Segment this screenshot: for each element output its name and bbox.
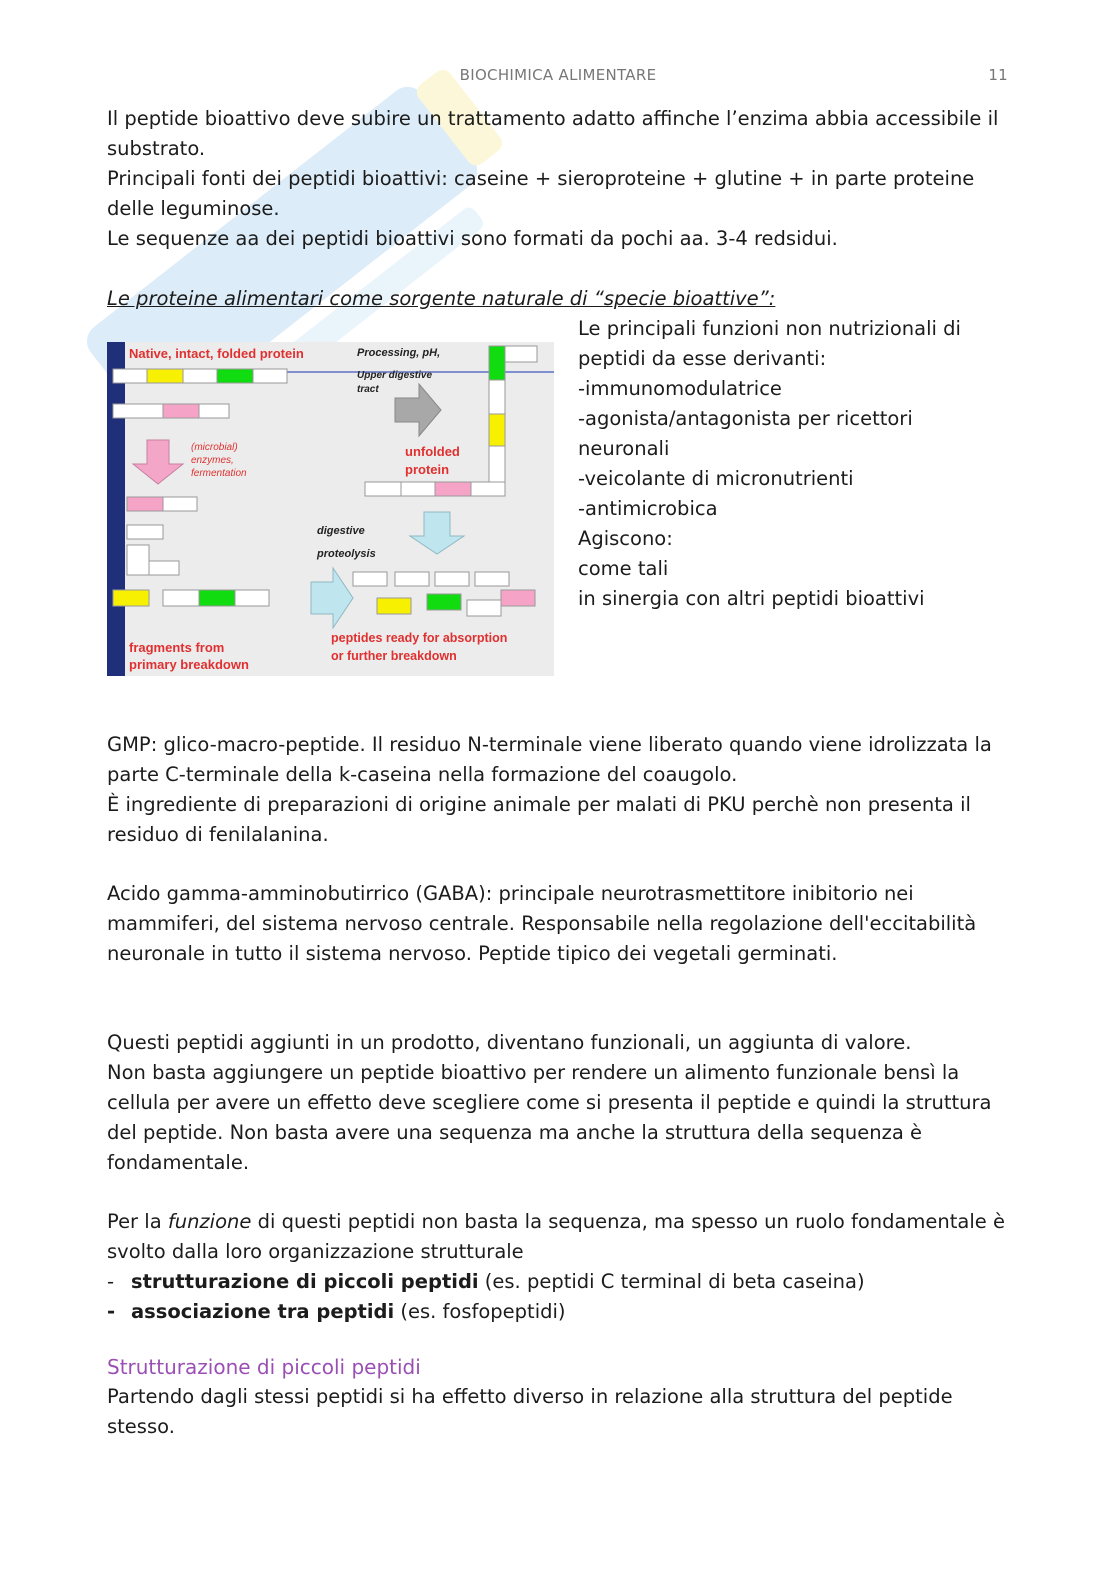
fig-label-digestive-1: digestive xyxy=(317,525,365,537)
intro-paragraph-2: Principali fonti dei peptidi bioattivi: caseine + sieroproteine + glutine + in parte proteine delle leguminose. xyxy=(107,167,975,220)
bullet-rest: (es. fosfopeptidi) xyxy=(394,1300,566,1323)
header-title: BIOCHIMICA ALIMENTARE xyxy=(459,66,657,84)
structure-bullet-1 xyxy=(107,1267,1007,1297)
gmp-section xyxy=(107,730,1007,850)
bullet-rest: (es. peptidi C terminal di beta caseina) xyxy=(478,1270,865,1293)
fig-label-fragments-1: fragments from xyxy=(129,640,225,655)
page-header xyxy=(0,66,1116,88)
structure-intro xyxy=(107,1207,1007,1267)
page-number: 11 xyxy=(988,66,1008,84)
section-paragraph: Partendo dagli stessi peptidi si ha effetto diverso in relazione alla struttura del peptide stesso. xyxy=(107,1385,953,1438)
bullet-dash: - xyxy=(107,1270,115,1293)
fig-label-unfolded-1: unfolded xyxy=(405,444,460,459)
functions-line-2: peptidi da esse derivanti: xyxy=(578,347,827,370)
bullet-bold: strutturazione di piccoli peptidi xyxy=(131,1270,479,1293)
protein-breakdown-figure xyxy=(107,342,554,676)
section-body xyxy=(107,1382,1007,1442)
bullet-dash: - xyxy=(107,1300,116,1323)
fig-label-microbial-2: enzymes, xyxy=(191,455,234,466)
functions-line-8: Agiscono: xyxy=(578,527,673,550)
functions-line-3: -immunomodulatrice xyxy=(578,377,782,400)
structure-intro-a: Per la xyxy=(107,1210,168,1233)
intro-section xyxy=(107,104,1007,254)
functional-paragraph-2: Non basta aggiungere un peptide bioattivo per rendere un alimento funzionale bensì la cellula per avere un effetto deve scegliere come si presenta il peptide e quindi la struttura del peptide. Non basta avere una sequenza ma anche la struttura della sequenza è fondamentale. xyxy=(107,1061,992,1174)
fig-label-microbial-1: (microbial) xyxy=(191,442,238,453)
fig-label-fragments-2: primary breakdown xyxy=(129,657,249,672)
intro-paragraph-1: Il peptide bioattivo deve subire un trattamento adatto affinche l’enzima abbia accessibile il substrato. xyxy=(107,107,999,160)
intro-paragraph-3: Le sequenze aa dei peptidi bioattivi sono formati da pochi aa. 3-4 redsidui. xyxy=(107,227,838,250)
gmp-paragraph-1: GMP: glico-macro-peptide. Il residuo N-terminale viene liberato quando viene idrolizzata la parte C-terminale della k-caseina nella formazione del coaugolo. xyxy=(107,733,992,786)
fig-label-processing: Processing, pH, xyxy=(357,347,441,359)
fig-label-digestive-2: proteolysis xyxy=(317,548,376,560)
functions-line-10: in sinergia con altri peptidi bioattivi xyxy=(578,587,925,610)
functions-line-9: come tali xyxy=(578,557,669,580)
fig-label-microbial-3: fermentation xyxy=(191,468,247,479)
structure-intro-em: funzione xyxy=(167,1210,252,1233)
functional-paragraph-1: Questi peptidi aggiunti in un prodotto, diventano funzionali, un aggiunta di valore. xyxy=(107,1031,912,1054)
functions-line-4: -agonista/antagonista per ricettori xyxy=(578,407,913,430)
structure-intro-b: di questi peptidi non basta la sequenza, ma spesso un ruolo fondamentale è svolto dalla loro organizzazione strutturale xyxy=(107,1210,1005,1263)
subheading: Le proteine alimentari come sorgente naturale di “specie bioattive”: xyxy=(107,287,776,310)
subheading-block xyxy=(107,284,1007,314)
bullet-bold: associazione tra peptidi xyxy=(131,1300,395,1323)
functions-list xyxy=(578,314,998,614)
gaba-paragraph: Acido gamma-amminobutirrico (GABA): principale neurotrasmettitore inibitorio nei mammiferi, del sistema nervoso centrale. Responsabile nella regolazione dell'eccitabilità neuronale in tutto il sistema nervoso. Peptide tipico dei vegetali germinati. xyxy=(107,882,977,965)
fig-label-unfolded-2: protein xyxy=(405,462,450,477)
functional-section xyxy=(107,1028,1007,1178)
gaba-section xyxy=(107,879,1007,969)
fig-label-upper-2: tract xyxy=(357,384,379,395)
functions-line-5: neuronali xyxy=(578,437,670,460)
gmp-paragraph-2: È ingrediente di preparazioni di origine animale per malati di PKU perchè non presenta il residuo di fenilalanina. xyxy=(107,793,971,846)
functions-line-6: -veicolante di micronutrienti xyxy=(578,467,854,490)
structure-bullet-2 xyxy=(107,1297,1007,1327)
fig-label-native: Native, intact, folded protein xyxy=(129,346,304,361)
section-heading: Strutturazione di piccoli peptidi xyxy=(107,1355,421,1379)
structure-section xyxy=(107,1207,1007,1327)
fig-label-peptides-1: peptides ready for absorption xyxy=(331,631,508,645)
functions-line-1: Le principali funzioni non nutrizionali di xyxy=(578,317,961,340)
fig-label-upper-1: Upper digestive xyxy=(357,370,433,381)
functions-line-7: -antimicrobica xyxy=(578,497,718,520)
fig-label-peptides-2: or further breakdown xyxy=(331,649,457,663)
